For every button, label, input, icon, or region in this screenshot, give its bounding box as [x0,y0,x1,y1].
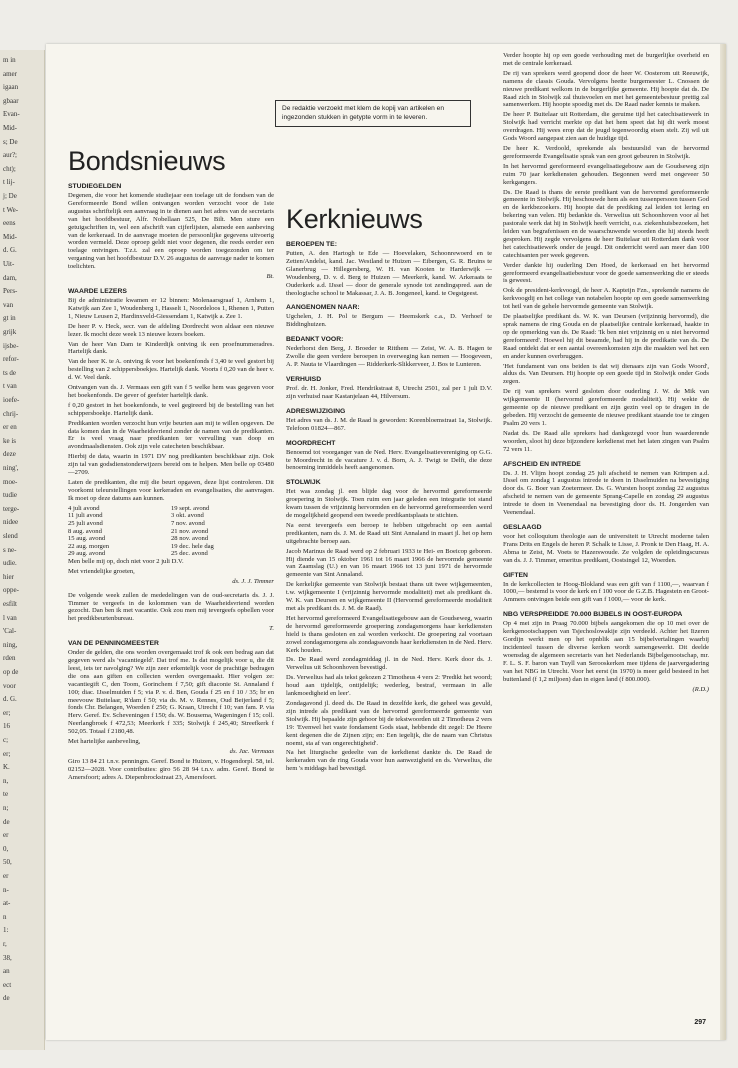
adjacent-page-fragment: Evan- [3,110,20,119]
paragraph-waarde-lezers: Van de heer K. te A. ontving ik voor het boekenfonds f 3,40 te veel gestort bij bestelling van 2 schippersboekjes. Hartelijk dank. Voorts f 0,20 van de heer v. d. W. Veel dank. [68,358,274,382]
adjacent-page-fragment: oppe- [3,586,19,595]
date-row [68,528,274,536]
signature-rd: (R.D.) [692,685,709,693]
adjacent-page-strip [0,50,45,1050]
adjacent-page-fragment: K. [3,763,10,772]
adjacent-page-fragment: n, [3,776,9,785]
paragraph-vacation-notice: De volgende week zullen de mededelingen van de oud-secretaris ds. J. J. Timmer te vergeefs in de kolommen van de Waarheidsvriend worden gezocht. Dan ben ik met vacantie. Ook zou men mij tevergeefs opbellen voor het predikbeurtenbureau. [68,591,274,623]
paragraph-stolwijk: De kerkelijke gemeente van Stolwijk bestaat thans uit twee wijkgemeenten, t.w. wijkgemeente I (vrijzinnig hervormde modaliteit) met als predikant ds. W. K. van Deursen en wijkgemeente II (Hervormd gereformeerde modaliteit met als predikant ds. J. M. de Raad). [286,581,492,612]
adjacent-page-fragment: 0, [3,844,9,853]
adjacent-page-fragment: er [3,831,9,840]
heading-waarde-lezers: WAARDE LEZERS [68,287,127,295]
adjacent-page-fragment: udie. [3,559,17,568]
paragraph-verhuisd: Prof. dr. H. Jonker, Fred. Hendrikstraat 8, Utrecht 2501, zal per 1 juli D.V. zijn verhuisd naar Kastanjelaan 44, Hilversum. [286,384,492,400]
date-cell: 7 nov. avond [171,519,205,527]
adjacent-page-fragment: igaan [3,83,19,92]
adjacent-page-fragment: er en [3,423,17,432]
paragraph-stolwijk-continued: Nadat ds. De Raad alle sprekers had dankgezegd voor hun waarderende woorden, sloot hij deze bijzondere kerkdienst met het laten zingen van Psalm 72 vers 11. [503,429,709,453]
paragraph-studiegelden: Degenen, die voor het komende studiejaar een toelage uit de fondsen van de Gereformeerde Bond willen ontvangen worden verzocht voor de 1ste augustus schriftelijk een aanvraag in te dienen aan het adres van de secretaris van het hoofdbestuur, Alfr. Nobellaan 525, De Bilt. Men sture een getuigschriften in, wel een afschrift van cijferlijsten, alsmede een aanbeving van de kerkeraad. In de aanvrage moeten de persoonlijke gegevens uitvoerig worden vermeld. Deze oproep geldt niet voor degenen, die reeds eerder een toelage ontvingen. T.z.t. zal een oproep worden toegezonden om ter verganing van het hoofdbestuur D.V. 26 augustus de aanvrage nader te komen toelichten. [68,192,274,271]
adjacent-page-fragment: chrij- [3,409,19,418]
heading-beroepen: BEROEPEN TE: [286,241,337,248]
adjacent-page-fragment: 38, [3,953,12,962]
adjacent-page-fragment: s; De [3,137,18,146]
heading-adreswijziging: ADRESWIJZIGING [286,407,346,415]
paragraph-moordrecht: Benoemd tot voorganger van de Ned. Herv. Evangelisatievereniging op G.G. te Moordrecht in de vacature J. v. d. Born, A. J. Twigt te Delft, die deze benoeming inmiddels heeft aangenomen. [286,448,492,472]
adjacent-page-fragment: n- [3,885,9,894]
adjacent-page-fragment: 'Cal- [3,627,17,636]
adjacent-page-fragment: dam, [3,273,17,282]
adjacent-page-fragment: amer [3,69,17,78]
date-cell: 11 juli avond [68,512,103,520]
adjacent-page-fragment: tudie [3,491,17,500]
paragraph-aangenomen: Ugchelen, J. H. Pol te Bergum — Heemskerk c.a., D. Verhoef te Biddinghuizen. [286,313,492,329]
paragraph-beroepen: Putten, A. den Hartogh te Ede — Hoevelaken, Schoonrewoerd en te Zetten/Andelst, kand. Jac. Westland te Huizen — Eibergen, G. R. Bruins te Glanerbrug — Hillegersberg, W. H. van Kooten te Harderwijk — Woudenberg, D. v. d. Berg te Huizen — Meerkerk, kand. W. Arkeraats te Ouderkerk a.d. IJssel — door de generale synode tot zendingspred. aan de theologische school te Makassar, J. A. B. Jongeneel, kand. te Oegstgeest. [286,250,492,297]
paragraph-nbg: Op 4 mei zijn in Praag 70.000 bijbels aangekomen die op 10 mei over de kerkgenootschappen van Tsjechoslowakije zijn verdeeld. Achter het Iizeren Gordijn werkt men op het opnblik aan 15 bijbelvertalingen waarbij incidenteel tussen de diverse kerken wordt samengewerkt. Dit deelde woensdag de algemeen secretaris van het Nederlands Bijbelgenootschap, mr. F. L. S. F. baron van Tuyll van Serooskerken mee tijdens de jaarvergadering van het NBG in Utrecht. Voor het eerst (in 1970) is meer geld besteed in het buitenland (f 1,2 miljoen) dan in eigen land (f 800.000). [503,620,709,683]
date-row [68,550,274,558]
waarde-lezers-paragraphs [68,297,274,503]
paragraph-waarde-lezers: De heer P. v. Heck, secr. van de afdeling Dordrecht won aldaar een nieuwe lezer. Ik mocht deze week 13 nieuwe lezers boeken. [68,322,274,338]
heading-nbg: NBG VERSPREIDDE 70.000 BIJBELS IN OOST-EUROPA [503,611,683,619]
paragraph-waarde-lezers: Ontvangen van ds. J. Vermaas een gift van f 5 welke hem was gegeven voor het boekenfonds. De gever of geefster hartelijk dank. [68,384,274,399]
adjacent-page-fragment: slend [3,532,18,540]
adjacent-page-fragment: Pers- [3,287,18,296]
paragraph-waarde-lezers: Van de heer Van Dam te Kinderdijk ontving ik een proefnummeradres. Hartelijk dank. [68,340,274,356]
date-cell: 15 aug. avond [68,535,106,543]
paragraph-stolwijk-continued: Ds. De Raad is thans de eerste predikant van de hervormd gereformeerde gemeente in Stolwijk. Hij beschouwde hem als een tussenpersoon tussen God en de kerkbezoekers. Hij hoopte dat de prediking zal leiden tot lering en bekering van velen. Hij bedankte ds. Verwelius uit Schoonhoven voor al het pastorale werk dat hij in Stolwijk heeft verricht, o.a. ziekenhuisbezoeken, het leiden van begrafenissen en de waarschuwende woorden die hij steeds heeft gesproken. Hij zegde vervolgens de heer Buitelaar uit Rotterdam dank voor het catechisatiewerk onder de jeugd. Dit onderricht werd aan meer dan 100 catechisanten per week gegeven. [503,188,709,259]
paragraph-waarde-lezers: f 0,20 gestort in het boekenfonds, te veel gegireerd bij de bestelling van het schippersboekje. Hartelijk dank. [68,401,274,417]
paragraph-geslaagd: voor het colloquium theologie aan de universiteit te Utrecht moderne talen Frans Drits en Engels de heren P. Schalk te Lisse, J. Pronk te Den Haag, H. A. Abma te Zeist, M. Voets te Hazerswoude. Ze volgden de opleidingscursus van ds. J. J. Timmer, emeritus predikant, Oostsingel 12, Woerden. [503,532,709,564]
stolwijk-continued-paragraphs [503,52,709,454]
section-title-kerknieuws: Kerknieuws [286,204,423,234]
date-row [68,512,274,520]
signature-vermaas: ds. Jac. Vermaas [229,748,274,755]
adjacent-page-fragment: nidee [3,518,19,527]
adjacent-page-fragment: t We- [3,205,19,214]
adjacent-page-fragment: er; [3,708,11,717]
adjacent-page-fragment: Mid- [3,232,17,241]
adjacent-page-fragment: de [3,994,10,1003]
date-cell: 8 aug. avond [68,527,102,535]
date-row [68,505,274,513]
date-cell: 19 dec. hele dag [171,542,214,550]
heading-studiegelden: STUDIEGELDEN [68,183,122,190]
adjacent-page-fragment: 16 [3,722,10,731]
paragraph-giften: In de kerkcollecten te Hoog-Blokland was een gift van f 1100,—, waarvan f 1000,— bestemd is voor de kerk en f 100 voor de G.Z.B. Hagestein en Groot-Ammers ontvingen beide een gift van f 1000,— voor de kerk. [503,580,709,604]
paragraph-afscheid: Ds. J. H. Vlijm hoopt zondag 25 juli afscheid te nemen van Krimpen a.d. IJssel om zondag 1 augustus intrede te doen in IJsselmuiden na bevestiging door ds. G. Boer van Zoetermeer. Ds. G. Wursten hoopt zondag 22 augustus afscheid te nemen van de gemeente Sprang-Capelle en zondag 29 augustus intrede te doen in Veenendaal na bevestiging door ds. H. Jongerden van Veenendaal. [503,469,709,517]
adjacent-page-fragment: j; De [3,192,17,200]
adjacent-page-fragment: esfilt [3,600,17,608]
paragraph-stolwijk-continued: De heer P. Buitelaar uit Rotterdam, die geruime tijd het catechisatiewerk in Stolwijk had verricht merkte op dat het hem speet dat hij dit werk moest overdragen. Hij wees erop dat de jeugd tegenwoordig eisen stelt. Zij wil uit Gods Woord aangepast zien aan de huidige tijd. [503,111,709,143]
paragraph-penningmeester: Met hartelijke aanbeveling, [68,738,141,746]
adjacent-page-fragment: de [3,817,10,826]
adjacent-page-fragment: moe- [3,477,18,486]
date-cell: 29 aug. avond [68,550,106,558]
adjacent-page-fragment: voor [3,681,16,690]
page-number: 297 [694,1019,706,1026]
signature-vacation-notice: T. [269,625,274,633]
adjacent-page-fragment: ning, [3,640,18,649]
column-bondsnieuws [68,104,274,784]
adjacent-page-fragment: r, [3,940,7,948]
adjacent-page-fragment: gt in [3,314,16,323]
date-row [68,520,274,528]
adjacent-page-fragment: m in [3,56,16,64]
adjacent-page-fragment: eens [3,219,16,228]
heading-penningmeester: VAN DE PENNINGMEESTER [68,640,159,648]
paragraph-stolwijk-continued: Ook de president-kerkvoogd, de heer A. Kapteijn Fzn., sprekende namens de kerkvoogdij en het college van notabelen hoopte op een goede samenwerking tot heil van de gehele hervormde gemeente van Stolwijk. [503,287,709,311]
paragraph-stolwijk: Na het liturgische gedeelte van de kerkdienst dankte ds. De Raad de kerkeraden van de ring Gouda voor hun aanwezigheid en ds. Verwelius, die hem 's middags had bevestigd. [286,749,492,773]
adjacent-page-fragment: c; [3,736,9,744]
paragraph-giro-address: Giro 13 84 21 t.n.v. penningm. Geref. Bond te Huizen, v. Hogendorpl. 58, tel. 02152—2028. Voor contributies: giro 56 28 94 t.n.v. adm. Geref. Bond te Amersfoort; adres A. Diepenbrockstraat 23, Amersfoort. [68,757,274,781]
editorial-notice-box [275,100,471,127]
adjacent-page-fragment: deze [3,450,16,459]
section-title-bondsnieuws: Bondsnieuws [68,146,226,176]
adjacent-page-fragment: Uit- [3,260,15,268]
paragraph-stolwijk: Ds. Verwelius had als tekst gekozen 2 Timotheus 4 vers 2: 'Predikt het woord; houd aan tijdelijk, ontijdelijk; wederleg, bestraf, vermaan in alle lankmoedigheid en leer'. [286,674,492,698]
page-edge-shadow [720,44,726,1040]
date-row [68,535,274,543]
adjacent-page-fragment: ect [3,980,12,989]
paragraph-stolwijk-continued: In het hervormd gereformeerd evangelisatiegebouw aan de Goudseweg zijn ruim 70 jaar kerkdiensten gehouden. Begonnen werd met ongeveer 50 kerkgangers. [503,162,709,186]
date-cell: 28 nov. avond [171,535,209,543]
adjacent-page-fragment: d. G. [3,246,17,255]
paragraph-stolwijk-continued: De rij van sprekers werd gesloten door ouderling J. W. de Mik van wijkgemeente II (hervormd gereformeerde modaliteit). Hij wekte de gemeente op de nieuwe predikant en zijn gezin veel op te dragen in de gebeden. Hij verzocht de gemeente de nieuwe predikant staande toe te zingen Psalm 20 vers 1. [503,388,709,427]
paragraph-stolwijk-continued: 'Het fundament van ons beiden is dat wij dienaars zijn van Gods Woord', aldus ds. Van Deursen. Hij hoopte op een goede tijd in Stolwijk onder Gods zegen. [503,362,709,386]
signature-timmer: ds. J. J. Timmer [232,577,274,585]
adjacent-page-fragment: rden [3,654,16,663]
paragraph-stolwijk: Na eerst tevergeefs een beroep te hebben uitgebracht op een aantal predikanten, nam ds. J. M. de Raad uit Sint Annaland in maart jl. het op hem uitgebrachte beroep aan. [286,521,492,545]
adjacent-page-fragment: Mid- [3,124,17,132]
paragraph-bedankt: Nederhorst den Berg, J. Broeder te Ritthem — Zeist, W. A. B. Hagen te Zwolle die geen verdere beroepen in overweging kan nemen — Hoogeveen, A. P. Nauta te Vlaardingen — Ridderkerk-Slikkerveer, J. Bos te Lunteren. [286,345,492,369]
paragraph-penningmeester: Onder de gelden, die ons worden overgemaakt trof ik ook een bedrag aan dat gegeven werd als 'vacantiegeld'. Dat trof me. Is dat mogelijk voor u, die dit leest, iets ter navolging? We zijn zeer erkentelijk voor de prachtige bedragen die ons aan giften en collecten werden overgemaakt. Hier volgen ze: vacantiegift C, den Toom, Gorinchem f 7,50; gift diaconie St. Annaland f 100; diac. IJsselmuiden f 5; via P. v. d. Ben, Gouda f 25 en f 10 / 35; br en meevouw Buitelaar, R'dam f 50; via ds. M. v. Rennes, Oud Beijerland f 5; fonds Chr. Belangen, Woerden f 250; G. Kraan, Utrecht f 10; van fam. P. via Herv. Geref. Ev. Scheveningen f 150; ds. W. Bousema, Wageningen f 15; coll. Neerlangbroek f 472,53; Meerkerk f 335; Stolwijk f 245,40; Streefkerk f 502,05. Totaal f 2180,48. [68,649,274,736]
paragraph-waarde-lezers: Laten de predikanten, die mij die beurt opgaven, deze lijst controleren. Dit voorkomt teleurstellingen voor kerkeraden en evangelisaties, die aanvragen. Ik moet op deze datums aan kunnen. [68,479,274,502]
adjacent-page-fragment: aur?; [3,151,17,160]
date-cell: 4 juli avond [68,504,100,512]
paragraph-after-dates: Men belle mij op, doch niet voor 2 juli D.V. [68,557,184,565]
adjacent-page-fragment: n; [3,804,9,812]
column-kerknieuws [286,204,492,775]
adjacent-page-fragment: van [3,300,14,309]
date-cell: 19 sept. avond [171,504,210,512]
paragraph-stolwijk: Zondagavond jl. deed ds. De Raad in dezelfde kerk, die geheel was gevuld, zijn intrede als predikant van de hervormd gereformeerde gemeente van Stolwijk. Hij bepaalde zijn gehoor bij de tekstwoorden uit 2 Timotheus 2 vers 19: 'Evenwel het vaste fondament Gods staat, hebbende dit zegel: De Heere kent degenen die de Zijnen zijn; en: Een iegelijk, die de naam van Christus noemt, sta af van ongerechtigheid'. [286,699,492,747]
paragraph-stolwijk: Het hervormd gereformeerd Evangelisatiegebouw aan de Goudseweg, waarin de hervormd gereformeerde groepering zondagsmorgens haar kerkdiensten hield is thans gesloten en zal worden verkocht. De groepering zal voortaan zowel zondagsmorgens als zondagsavonds haar kerkdiensten in de Ned. Herv. Kerk houden. [286,614,492,654]
date-cell: 22 aug. morgen [68,542,110,550]
adjacent-page-fragment: at- [3,899,11,908]
adjacent-page-fragment: refor- [3,355,19,364]
paragraph-stolwijk-continued: De plaatselijke predikant ds. W. K. van Deursen (vrijzinnig hervormd), die sprak namens de ring Gouda en de plaatselijke centrale kerkeraad, haakte in op de opmerking van ds. De Raad: 'Ik ben niet vrijzinnig en u niet hervormd gereformeerd'. Hoewel hij dit beaamde, had hij in de predikatie van ds. De Raad ontdekt dat er een aantal overeenkomsten zijn die maakten wel het een en ander kunnen overbruggen. [503,313,709,360]
date-row [68,543,274,551]
paragraph-stolwijk-continued: Verder hoopte hij op een goede verhouding met de burgerlijke overheid en met de centrale kerkeraad. [503,52,709,67]
heading-aangenomen: AANGENOMEN NAAR: [286,304,360,312]
adjacent-page-fragment: er [3,872,9,880]
date-cell: 3 okt. avond [171,512,204,520]
paragraph-stolwijk: Jacob Marinus de Raad werd op 2 februari 1933 te Hei- en Boeicop geboren. Hij diende van 15 oktober 1961 tot 16 maart 1966 de hervormde gemeente van Zaamslag (U.) en van 16 maart 1966 tot 13 juni 1971 de hervormde gemeente van Sint Annaland. [286,547,492,579]
stolwijk-paragraphs [286,488,492,773]
paragraph-stolwijk: Ds. De Raad werd zondagmiddag jl. in de Ned. Herv. Kerk door ds. J. Verwelius uit Schoonhoven bevestigd. [286,656,492,672]
date-cell: 21 nov. avond [171,527,209,535]
adjacent-page-fragment: l van [3,613,17,622]
adjacent-page-fragment: op de [3,668,19,676]
signature-studiegelden: Bt. [266,273,274,281]
adjacent-page-fragment: t van [3,382,17,391]
paragraph-stolwijk-continued: Verder dankte hij ouderling Den Hoed, de kerkeraad en het hervormd gereformeerd evangelisatiebestuur voor de goede samenwerking die er steeds is geweest. [503,261,709,285]
adjacent-page-fragment: te [3,790,9,799]
adjacent-page-fragment: cht); [3,164,16,173]
adjacent-page-fragment: ijsbe- [3,341,19,350]
paragraph-stolwijk-continued: De heer K. Verdoold, sprekende als bestuurslid van de hervormd gereformeerde Evangelisatie sprak van een groot gebeuren in Stolwijk. [503,144,709,160]
paragraph-waarde-lezers: Bij de administratie kwamen er 12 binnen: Molenaarsgraaf 1, Arnhem 1, Katwijk aan Zee 1, Woudenberg 1, Hasselt 1, Noordeloos 1, Rhenen 1, Putten 1, Nieuw Leusen 2, Hardinxveld-Giessendam 1, Katwijk a. Zee 1. [68,296,274,320]
paragraph-stolwijk: Het was zondag jl. een blijde dag voor de hervormd gereformeerde groepering in Stolwijk. Toen ruim een jaar geleden een integratie tot stand kwam tussen de vrijzinnig hervormden en de hervormd gereformeerden werd de mogelijkheid geopend een tweede predikantsplaats te stichten. [286,488,492,520]
column-kerknieuws-continued [503,52,709,695]
adjacent-page-fragment: hier [3,572,14,581]
available-dates-table [68,505,274,558]
heading-geslaagd: GESLAAGD [503,523,542,531]
adjacent-page-fragment: gbaar [3,96,19,105]
adjacent-page-fragment: s ne- [3,545,17,554]
magazine-page [46,44,726,1040]
greeting: Met vriendelijke groeten, [68,567,135,575]
paragraph-stolwijk-continued: De rij van sprekers werd geopend door de heer W. Oosterom uit Reeuwijk, namens de classis Gouda. Vervolgens heette burgemeester L. Cnossen de nieuwe predikant welkom in de burgerlijke gemeente. Hij hoopte dat ds. De Raad zich in Stolwijk zal thuisvoelen en met het gemeentebestuur prettig zal samenwerken. Hij hoopte spoedig met ds. De Raad nader kennis te maken. [503,69,709,109]
adjacent-page-fragment: 1: [3,926,9,935]
editorial-notice-text: De redaktie verzoekt met klem de kopij van artikelen en ingezonden stukken in getypte vorm in te leveren. [282,105,444,121]
heading-moordrecht: MOORDRECHT [286,439,336,447]
penningmeester-paragraphs [68,649,274,746]
heading-afscheid: AFSCHEID EN INTREDE [503,460,581,468]
adjacent-page-fragment: t lij- [3,178,15,187]
date-cell: 25 dec. avond [171,550,208,558]
adjacent-page-fragment: d. G. [3,695,17,704]
heading-verhuisd: VERHUISD [286,375,322,383]
adjacent-page-fragment: n [3,912,7,921]
paragraph-waarde-lezers: Predikanten worden verzocht hun vrije beurten aan mij te willen opgeven. De data komen dan in de Waarheidsvriend zonder de namen van de predikanten. Er is veel vraag naar predikanten ter vervulling van doop en avondmaalsdiensten. Ook zijn vele catecheten beschikbaar. [68,419,274,451]
adjacent-page-fragment: ke is [3,436,17,445]
heading-bedankt: BEDANKT VOOR: [286,336,344,344]
adjacent-page-fragment: grijk [3,328,17,336]
heading-giften: GIFTEN [503,571,528,579]
paragraph-adreswijziging: Het adres van ds. J. M. de Raad is geworden: Korenbloemstraat 1a, Stolwijk. Telefoon 01824—867. [286,416,492,432]
paragraph-waarde-lezers: Hierbij de data, waarin in 1971 DV nog predikanten beschikbaar zijn. Ook zijn tal van godsdienstonderwijzers bereid om te helpen. Men belle op 03480—2709. [68,453,274,477]
adjacent-page-fragment: ts de [3,368,17,377]
heading-stolwijk: STOLWIJK [286,479,321,487]
adjacent-page-fragment: ning', [3,464,19,472]
adjacent-page-fragment: er; [3,749,11,758]
adjacent-page-fragment: terge- [3,504,20,513]
adjacent-page-fragment: an [3,967,10,976]
date-cell: 25 juli avond [68,519,103,527]
adjacent-page-fragment: ioefe- [3,396,20,404]
adjacent-page-fragment: 50, [3,858,12,867]
